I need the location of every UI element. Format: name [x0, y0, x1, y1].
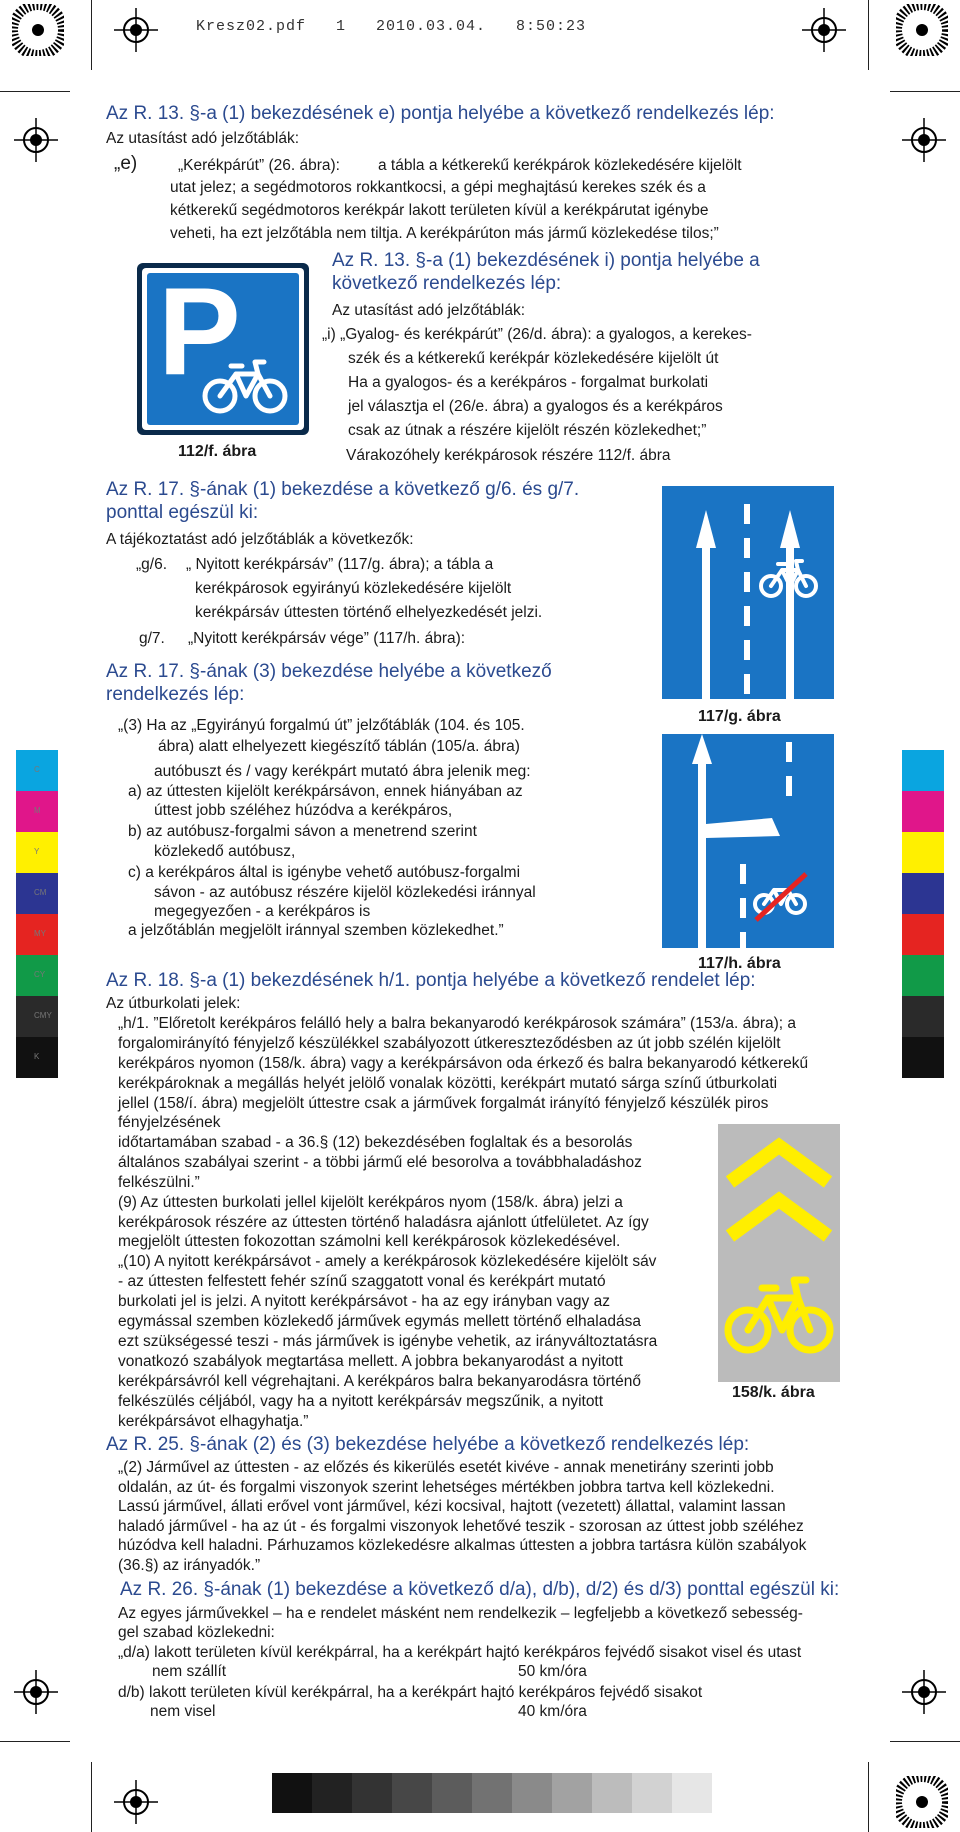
paragraph-line: „(10) A nyitott kerékpársávot - amely a kerékpárosok közlekedésére kijelölt sáv: [118, 1253, 657, 1270]
paragraph-line: burkolati jel is jelzi. A nyitott kerékpársávot - ha az egy irányban vagy az: [118, 1293, 610, 1310]
paragraph-line: Lassú járművel, állati erővel vont járművel, kézi kocsival, hajtott (vezetett) állattal, valamint lassan: [118, 1498, 786, 1515]
color-swatch-magenta: M: [16, 791, 58, 832]
paragraph-line: „Nyitott kerékpársáv vége” (117/h. ábra):: [188, 630, 466, 647]
color-swatch-cyan: [902, 750, 944, 791]
section-heading: rendelkezés lép:: [106, 684, 245, 705]
paragraph-line: nem visel: [150, 1703, 216, 1720]
color-swatch-yellow: [902, 832, 944, 873]
color-swatch-my: MY: [16, 914, 58, 955]
crop-mark: [868, 0, 869, 70]
paragraph-line: kerékpárosok részére az úttesten történő haladásra ajánlott útfelületet. Az így: [118, 1214, 649, 1231]
paragraph-line: - az úttesten felfestett fehér színű szaggatott vonal és kerékpárt mutató: [118, 1273, 606, 1290]
color-swatch-cy: CY: [16, 955, 58, 996]
paragraph-line: csak az útnak a részére kijelölt részén közlekedhet;”: [348, 422, 707, 439]
crop-mark: [890, 1741, 960, 1742]
paragraph-line: (9) Az úttesten burkolati jellel kijelölt kerékpáros nyom (158/k. ábra) jelzi a: [118, 1194, 623, 1211]
crop-mark: [91, 0, 92, 70]
greyscale-swatch: [592, 1773, 632, 1813]
paragraph-line: autóbuszt és / vagy kerékpárt mutató ábra jelenik meg:: [154, 763, 531, 780]
paragraph-line: oldalán, az út- és forgalmi viszonyok szerint lehetséges mértékben jobbra tartva kell közlekedni.: [118, 1479, 775, 1496]
paragraph-line: Az egyes járművekkel – ha e rendelet másként nem rendelkezik – legfeljebb a következő sebesség-: [118, 1605, 803, 1622]
greyscale-swatch: [632, 1773, 672, 1813]
paragraph-line: veheti, ha ezt jelzőtábla nem tiltja. A kerékpárúton más jármű közlekedése tilos;”: [170, 225, 719, 242]
color-swatch-cm: CM: [16, 873, 58, 914]
paragraph-line: felkészülni.”: [118, 1174, 200, 1191]
section-subheading: Az utasítást adó jelzőtáblák:: [106, 130, 300, 147]
paragraph-line: „i) „Gyalog- és kerékpárút” (26/d. ábra): a gyalogos, a kerekes-: [322, 326, 752, 343]
paragraph-line: „ Nyitott kerékpársáv” (117/g. ábra); a tábla a: [186, 556, 494, 573]
greyscale-swatch: [392, 1773, 432, 1813]
section-heading: ponttal egészül ki:: [106, 502, 259, 523]
greyscale-swatch: [272, 1773, 312, 1813]
speed-limit-value: 40 km/óra: [518, 1703, 587, 1720]
color-swatch-cm: [902, 873, 944, 914]
list-item: a) az úttesten kijelölt kerékpársávon, ennek hiányában az: [128, 783, 523, 800]
paragraph-line: utat jelez; a segédmotoros rokkantkocsi, a gépi meghajtású kerekes szék és a: [170, 179, 706, 196]
color-swatch-yellow: Y: [16, 832, 58, 873]
list-item: c) a kerékpáros által is igénybe vehető autóbusz-forgalmi: [128, 864, 521, 881]
figure-caption: 117/g. ábra: [698, 708, 781, 725]
paragraph-line: „d/a) lakott területen kívül kerékpárral, ha a kerékpárt hajtó kerékpáros fejvédő sisakot visel és utast: [118, 1644, 802, 1661]
greyscale-swatch: [672, 1773, 712, 1813]
print-header: Kresz02.pdf 1 2010.03.04. 8:50:23: [196, 18, 587, 35]
registration-mark-icon: [902, 118, 946, 162]
section-heading: Az R. 13. §-a (1) bekezdésének i) pontja helyébe a: [332, 250, 760, 271]
registration-mark-icon: [14, 1670, 58, 1714]
paragraph-line: kétkerekű segédmotoros kerékpár lakott területen kívül a kerékpárutat igénybe: [170, 202, 709, 219]
paragraph-line: időtartamában szabad - a 36.§ (12) bekezdésében foglaltak és a besorolás: [118, 1134, 633, 1151]
section-subheading: Az utasítást adó jelzőtáblák:: [332, 302, 526, 319]
paragraph-line: (36.§) az irányadók.”: [118, 1557, 261, 1574]
starburst-target-icon: [12, 4, 64, 56]
paragraph-line: haladó járművel - ha az út - és forgalmi viszonyok lehetővé teszik - szorosan az úttest jobb széléhez: [118, 1518, 804, 1535]
paragraph-line: „Kerékpárút” (26. ábra):: [178, 157, 340, 174]
paragraph-line: Ha a gyalogos- és a kerékpáros - forgalmat burkolati: [348, 374, 709, 391]
section-heading: Az R. 26. §-ának (1) bekezdése a következő d/a), d/b), d/2) és d/3) ponttal egészül ki:: [120, 1579, 840, 1600]
color-swatch-k: [902, 1037, 944, 1078]
greyscale-swatch: [472, 1773, 512, 1813]
paragraph-line: húzódva kell haladni. Párhuzamos közlekedésre alkalmas úttesten a jobbra tartásra külön szabályok: [118, 1537, 807, 1554]
paragraph-line: ábra) alatt elhelyezett kiegészítő táblán (105/a. ábra): [158, 738, 520, 755]
starburst-target-icon: [896, 4, 948, 56]
color-swatch-my: [902, 914, 944, 955]
list-item: b) az autóbusz-forgalmi sávon a menetrend szerint: [128, 823, 477, 840]
end-of-bike-lane-sign: [662, 734, 834, 948]
paragraph-line: a tábla a kétkerekű kerékpárok közlekedésére kijelölt: [378, 157, 742, 174]
greyscale-swatch: [552, 1773, 592, 1813]
figure-caption: 117/h. ábra: [698, 955, 781, 972]
color-swatch-cyan: C: [16, 750, 58, 791]
list-item: úttest jobb széléhez húzódva a kerékpáros,: [154, 802, 453, 819]
bike-lane-marking-sign: [718, 1124, 840, 1382]
crop-mark: [868, 1762, 869, 1832]
item-label: g/7.: [139, 630, 165, 647]
crop-mark: [0, 91, 70, 92]
registration-mark-icon: [802, 8, 846, 52]
registration-mark-icon: [902, 1670, 946, 1714]
crop-mark: [890, 91, 960, 92]
list-item: sávon - az autóbusz részére kijelöl közlekedési iránnyal: [154, 884, 536, 901]
paragraph-line: d/b) lakott területen kívül kerékpárral, ha a kerékpárt hajtó kerékpáros fejvédő sisakot: [118, 1684, 703, 1701]
paragraph-line: kerékpáros nyomon (158/k. ábra) vagy a kerékpársávon oda érkező és balra bekanyarodó kétkerekű: [118, 1055, 809, 1072]
section-heading: Az R. 17. §-ának (1) bekezdése a következő g/6. és g/7.: [106, 479, 580, 500]
paragraph-line: ezt szükségessé teszi - más járművek is igénybe vehetik, az irányváltoztatásra: [118, 1333, 658, 1350]
registration-mark-icon: [114, 1780, 158, 1824]
paragraph-line: kerékpársávról kell végrehajtani. A kerékpáros balra bekanyarodásra történő: [118, 1373, 641, 1390]
list-item: közlekedő autóbusz,: [154, 843, 296, 860]
paragraph-line: szék és a kétkerekű kerékpár közlekedésére kijelölt út: [348, 350, 719, 367]
paragraph-line: nem szállít: [152, 1663, 227, 1680]
item-label: „g/6.: [136, 556, 168, 573]
section-heading: Az R. 13. §-a (1) bekezdésének e) pontja helyébe a következő rendelkezés lép:: [106, 103, 775, 124]
paragraph-line: jel választja el (26/e. ábra) a gyalogos és a kerékpáros: [348, 398, 723, 415]
color-swatch-magenta: [902, 791, 944, 832]
speed-limit-value: 50 km/óra: [518, 1663, 587, 1680]
starburst-target-icon: [896, 1776, 948, 1828]
registration-mark-icon: [14, 118, 58, 162]
item-label: „e): [114, 153, 138, 174]
crop-mark: [91, 1762, 92, 1832]
paragraph-line: „h/1. ”Előretolt kerékpáros felálló hely a balra bekanyarodó kerékpárosok számára” (153/a. ábra); a: [118, 1015, 797, 1032]
list-item: megegyezően - a kerékpáros is: [154, 903, 371, 920]
paragraph-line: felkészülés céljából, vagy ha a nyitott kerékpársáv megszűnik, a nyitott: [118, 1393, 604, 1410]
color-swatch-cmy: CMY: [16, 996, 58, 1037]
registration-mark-icon: [114, 8, 158, 52]
paragraph-line: kerékpársáv úttesten történő elhelyezkedését jelzi.: [195, 604, 543, 621]
color-swatch-cmy: [902, 996, 944, 1037]
crop-mark: [0, 1741, 70, 1742]
section-heading: Az R. 25. §-ának (2) és (3) bekezdése helyébe a következő rendelkezés lép:: [106, 1434, 750, 1455]
paragraph-line: gel szabad közlekedni:: [118, 1624, 275, 1641]
bicycle-parking-sign: [136, 262, 310, 436]
section-heading: Az R. 17. §-ának (3) bekezdése helyébe a következő: [106, 661, 552, 682]
figure-caption: 112/f. ábra: [178, 443, 257, 460]
paragraph-line: vonatkozó szabályok megtartása mellett. A jobbra bekanyarodást a nyitott: [118, 1353, 623, 1370]
color-swatch-k: K: [16, 1037, 58, 1078]
paragraph-line: „(2) Járművel az úttesten - az előzés és kikerülés esetét kivéve - annak menetirány szerinti jobb: [118, 1459, 774, 1476]
section-subheading: Az útburkolati jelek:: [106, 995, 241, 1012]
section-subheading: A tájékoztatást adó jelzőtáblák a következők:: [106, 531, 414, 548]
paragraph-line: egymással szemben közlekedő járművek egymás mellett történő elhaladása: [118, 1313, 641, 1330]
svg-text:P: P: [158, 263, 241, 401]
open-bike-lane-sign: [662, 486, 834, 699]
paragraph-line: kerékpársávot elhagyhatja.”: [118, 1413, 309, 1430]
paragraph-line: általános szabályai szerint - a többi jármű elé besorolva a továbbhaladáshoz: [118, 1154, 642, 1171]
paragraph-line: „(3) Ha az „Egyirányú forgalmú út” jelzőtáblák (104. és 105.: [118, 717, 525, 734]
paragraph-line: megjelölt úttesten fokozottan számolni kell kerékpárosok közlekedésével.: [118, 1233, 621, 1250]
paragraph-line: kerékpárosok egyirányú közlekedésére kijelölt: [195, 580, 512, 597]
figure-caption: 158/k. ábra: [732, 1384, 815, 1401]
greyscale-swatch: [352, 1773, 392, 1813]
paragraph-line: Várakozóhely kerékpárosok részére 112/f. ábra: [346, 447, 671, 464]
greyscale-swatch: [432, 1773, 472, 1813]
paragraph-line: jellel (158/í. ábra) megjelölt úttestre csak a járművek forgalmát irányító fényjelző készülék piros: [118, 1095, 769, 1112]
greyscale-swatch: [312, 1773, 352, 1813]
paragraph-line: a jelzőtáblán megjelölt iránnyal szemben közlekedhet.”: [128, 922, 504, 939]
paragraph-line: fényjelzésének: [118, 1114, 221, 1131]
color-swatch-cy: [902, 955, 944, 996]
paragraph-line: forgalomirányító fényjelző készülékkel szabályozott útkereszteződésben az út jobb szélén kijelölt: [118, 1035, 781, 1052]
section-heading: következő rendelkezés lép:: [332, 273, 562, 294]
greyscale-swatch: [512, 1773, 552, 1813]
paragraph-line: kerékpároknak a megállás helyét jelölő vonalak közötti, kerékpárt mutató sárga színű útburkolati: [118, 1075, 778, 1092]
section-heading: Az R. 18. §-a (1) bekezdésének h/1. pontja helyébe a következő rendelet lép:: [106, 970, 756, 991]
